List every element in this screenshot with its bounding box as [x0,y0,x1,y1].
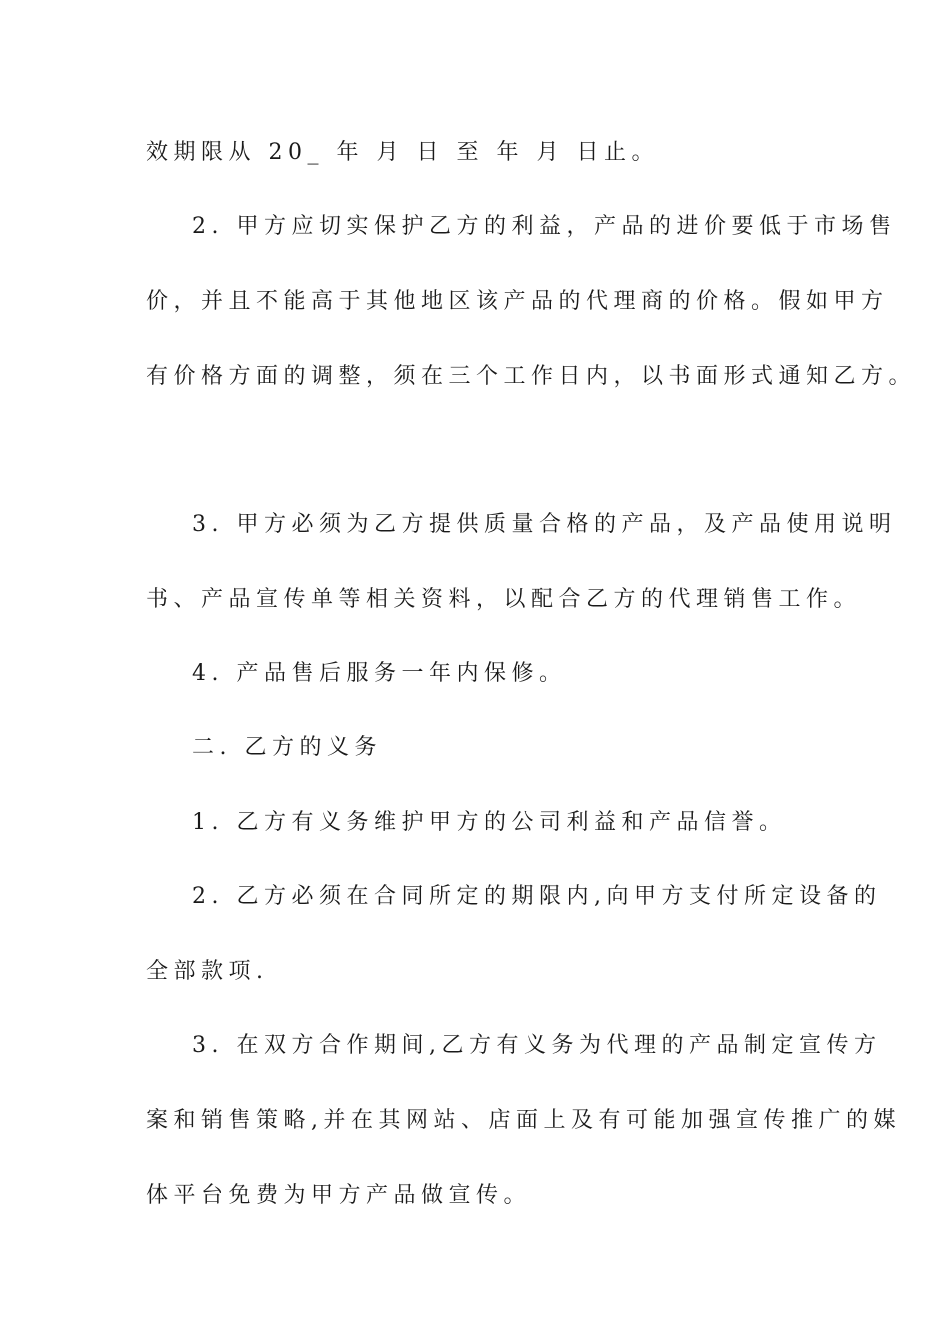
paragraph-first-line: 2. 甲方应切实保护乙方的利益，产品的进价要低于市场售 [192,214,897,239]
text-line: 效期限从 20_ 年 月 日 至 年 月 日止。 [146,140,659,165]
text-line: 案和销售策略,并在其网站、店面上及有可能加强宣传推广的媒 [146,1108,901,1133]
text-line: 体平台免费为甲方产品做宣传。 [146,1183,532,1208]
paragraph-first-line: 3. 在双方合作期间,乙方有义务为代理的产品制定宣传方 [192,1033,882,1058]
section-heading: 二. 乙方的义务 [192,735,382,760]
text-line: 书、产品宣传单等相关资料，以配合乙方的代理销售工作。 [146,587,862,612]
paragraph-first-line: 4. 产品售后服务一年内保修。 [192,661,567,686]
text-line: 有价格方面的调整，须在三个工作日内，以书面形式通知乙方。 [146,364,917,389]
paragraph-first-line: 2. 乙方必须在合同所定的期限内,向甲方支付所定设备的 [192,884,882,909]
text-line: 全部款项. [146,959,269,984]
text-line: 价，并且不能高于其他地区该产品的代理商的价格。假如甲方 [146,289,889,314]
paragraph-first-line: 1. 乙方有义务维护甲方的公司利益和产品信誉。 [192,810,787,835]
paragraph-first-line: 3. 甲方必须为乙方提供质量合格的产品，及产品使用说明 [192,512,897,537]
